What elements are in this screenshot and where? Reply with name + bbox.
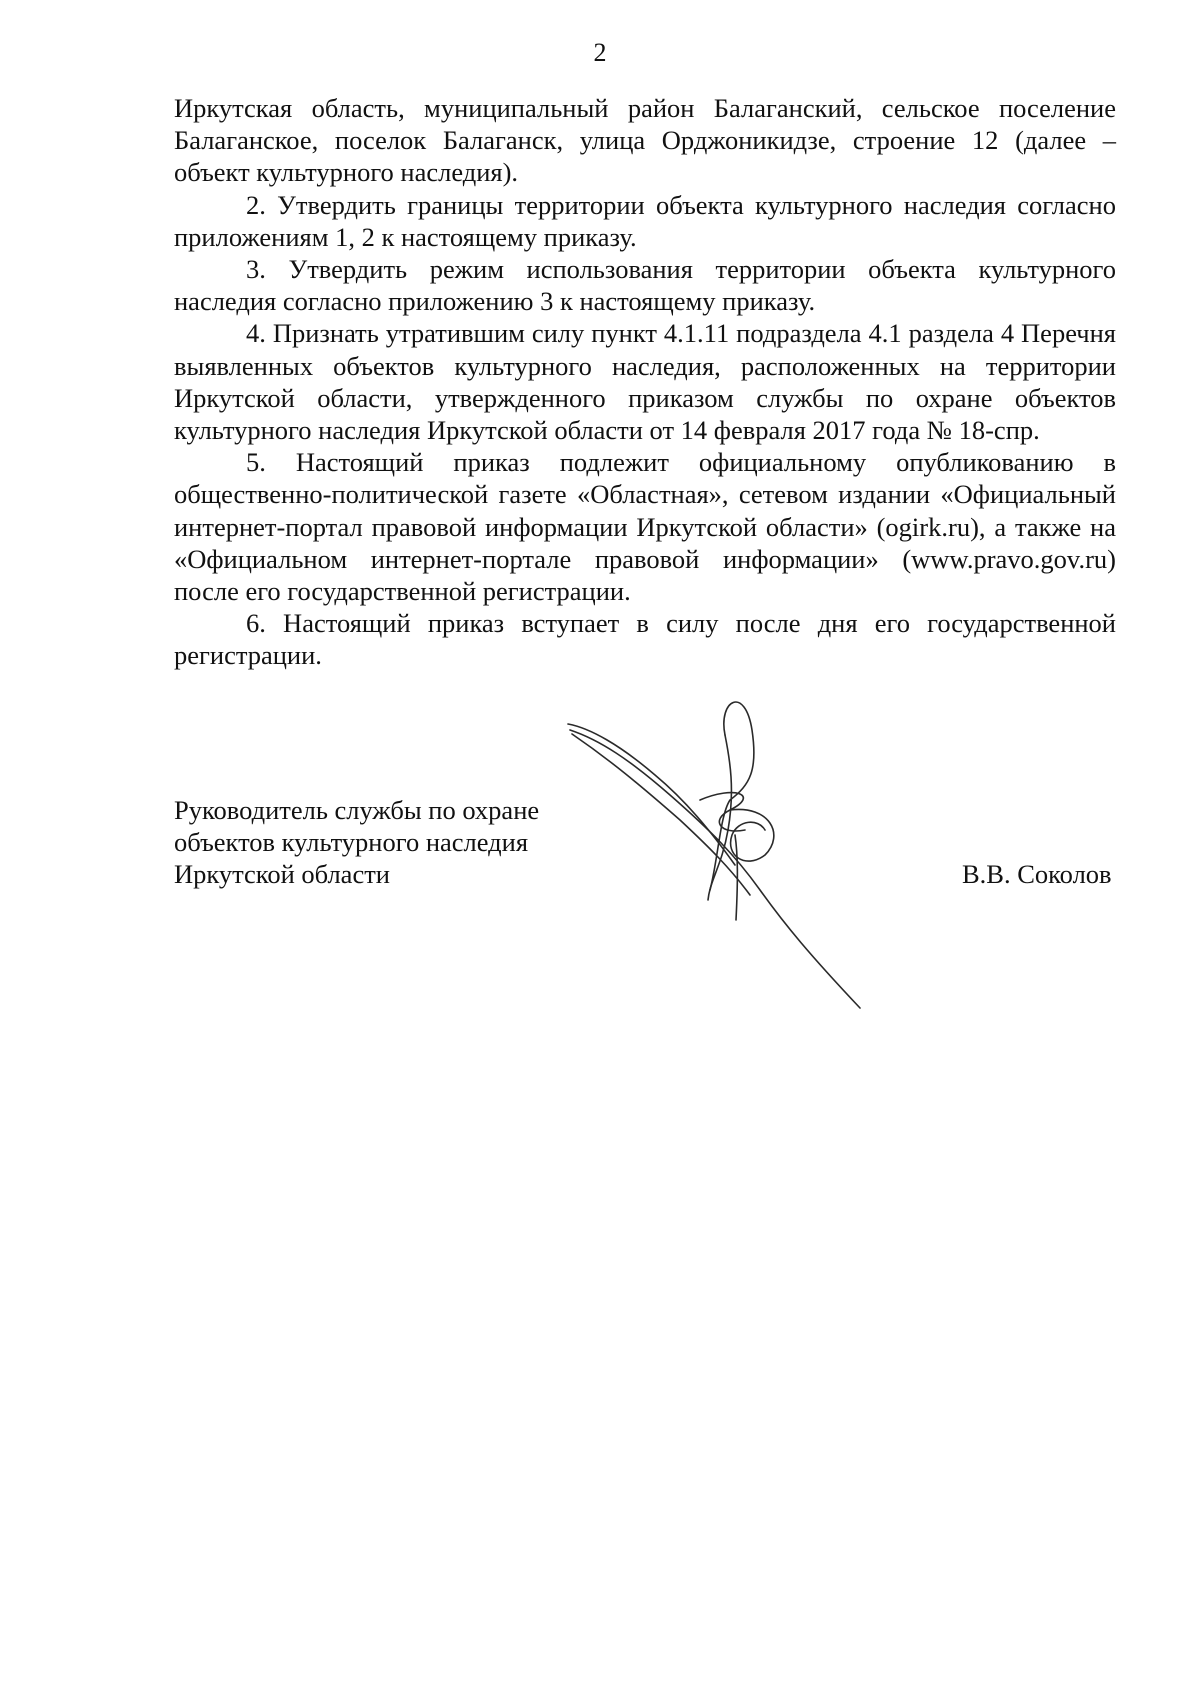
paragraph-item-4: 4. Признать утратившим силу пункт 4.1.11 подраздела 4.1 раздела 4 Перечня выявленных объектов культурного наследия, расположенных на территории Иркутской области, утвержденного приказом службы по охране объектов культурного наследия Иркутской области от 14 февраля 2017 года № 18-спр. (174, 318, 1116, 446)
page-number: 2 (593, 38, 607, 67)
signatory-position-line-3: Иркутской области (174, 859, 390, 890)
signatory-position-line-2: объектов культурного наследия (174, 827, 529, 858)
signatory-name: В.В. Соколов (962, 859, 1112, 889)
signatory-position-line-1: Руководитель службы по охране (174, 795, 540, 825)
paragraph-continuation: Иркутская область, муниципальный район Балаганский, сельское поселение Балаганское, поселок Балаганск, улица Орджоникидзе, строение 12 (далее – объект культурного наследия). (174, 93, 1116, 188)
paragraph-item-6: 6. Настоящий приказ вступает в силу после дня его государственной регистрации. (174, 608, 1116, 671)
paragraph-item-3: 3. Утвердить режим использования территории объекта культурного наследия согласно приложению 3 к настоящему приказу. (174, 254, 1116, 317)
paragraph-item-5: 5. Настоящий приказ подлежит официальному опубликованию в общественно-политической газете «Областная», сетевом издании «Официальный интернет-портал правовой информации Иркутской области» (ogirk.ru), а также на «Официальном интернет-портале правовой информации» (www.pravo.gov.ru) после его государственной регистрации. (174, 447, 1116, 607)
paragraph-item-2: 2. Утвердить границы территории объекта культурного наследия согласно приложениям 1, 2 к настоящему приказу. (174, 189, 1116, 252)
document-body (174, 92, 1116, 672)
